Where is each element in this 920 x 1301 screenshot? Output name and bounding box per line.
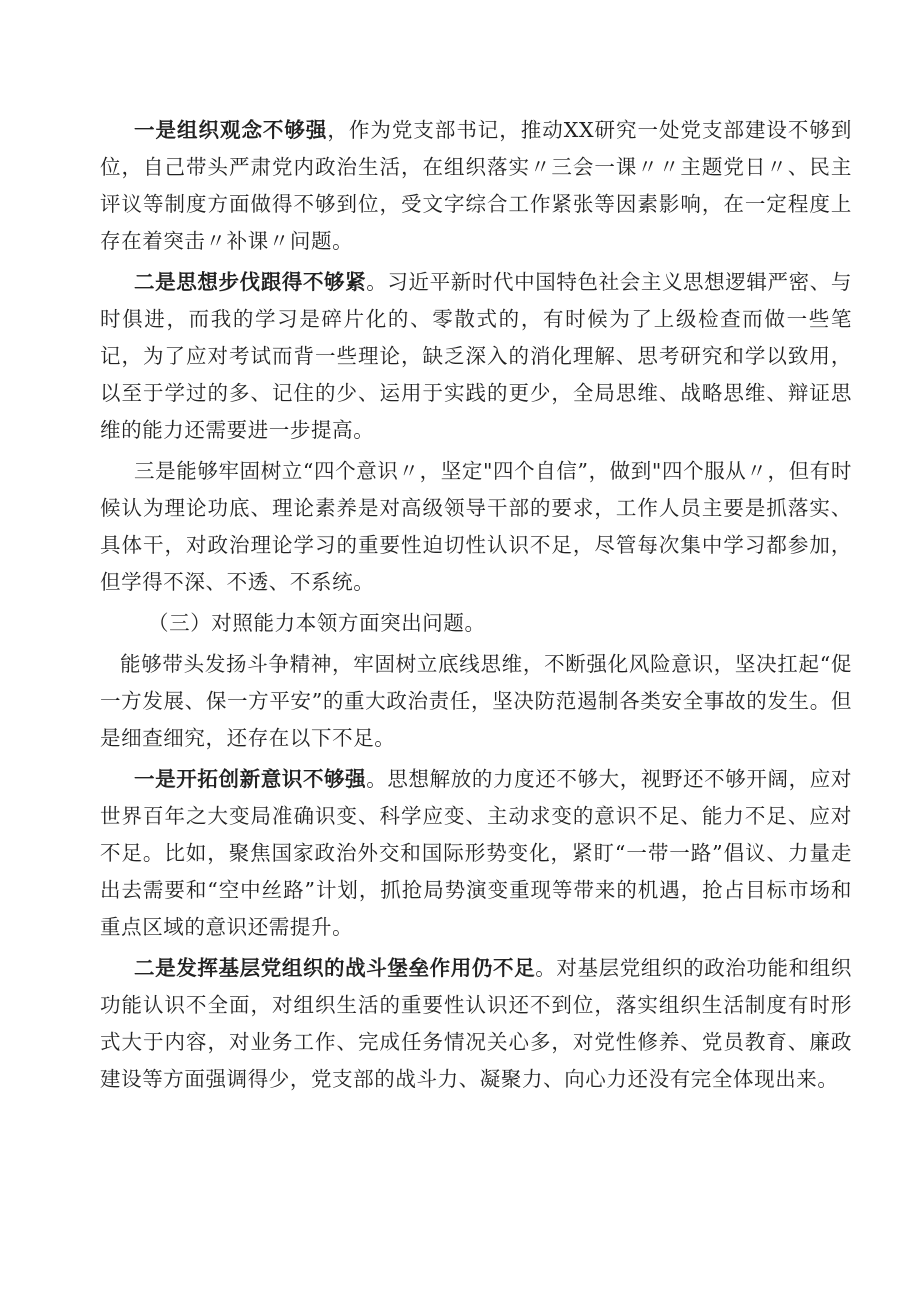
paragraph-grassroots-party xyxy=(100,950,852,1098)
paragraph-text: 。思想解放的力度还不够大，视野还不够开阔，应对世界百年之大变局准确识变、科学应变、主动求变的意识不足、能力不足、应对不足。比如，聚焦国家政治外交和国际形势变化，紧盯“一带一路”倡议、力量走出去需要和“空中丝路”计划，抓抢局势演变重现等带来的机遇，抢占目标市场和重点区域的意识还需提升。 xyxy=(100,767,852,939)
paragraph-text: ，作为党支部书记，推动XX研究一处党支部建设不够到位，自己带头严肃党内政治生活，在组织落实〃三会一课〃〃主题党日〃、民主评议等制度方面做得不够到位，受文字综合工作紧张等因素影响，在一定程度上存在着突击〃补课〃问题。 xyxy=(100,118,852,253)
paragraph-text: 三是能够牢固树立“四个意识〃，坚定"四个自信”，做到"四个服从〃，但有时候认为理论功底、理论素养是对高级领导干部的要求，工作人员主要是抓落实、具体干，对政治理论学习的重要性迫切性认识不足，尽管每次集中学习都参加，但学得不深、不透、不系统。 xyxy=(100,459,852,594)
paragraph-lead: 二是思想步伐跟得不够紧 xyxy=(134,270,367,294)
paragraph-struggle-spirit xyxy=(100,646,852,757)
paragraph-text: 能够带头发扬斗争精神，牢固树立底线思维，不断强化风险意识，坚决扛起“促一方发展、保一方平安”的重大政治责任，坚决防范遏制各类安全事故的发生。但是细查细究，还存在以下不足。 xyxy=(100,652,852,750)
paragraph-lead: 一是开拓创新意识不够强 xyxy=(134,767,367,791)
paragraph-innovation xyxy=(100,761,852,946)
section-heading-ability xyxy=(100,605,852,642)
paragraph-organization-concept xyxy=(100,112,852,260)
paragraph-text: 。习近平新时代中国特色社会主义思想逻辑严密、与时俱进，而我的学习是碎片化的、零散式的，有时候为了上级检查而做一些笔记，为了应对考试而背一些理论，缺乏深入的消化理解、思考研究和学以致用，以至于学过的多、记住的少、运用于实践的更少，全局思维、战略思维、辩证思维的能力还需要进一步提高。 xyxy=(100,270,852,442)
paragraph-four-consciousness xyxy=(100,453,852,601)
document-body xyxy=(100,112,852,1098)
section-heading-text: （三）对照能力本领方面突出问题。 xyxy=(148,611,486,635)
paragraph-thought-pace xyxy=(100,264,852,449)
paragraph-lead: 二是发挥基层党组织的战斗堡垒作用仍不足 xyxy=(134,956,536,980)
paragraph-text: 。对基层党组织的政治功能和组织功能认识不全面，对组织生活的重要性认识还不到位，落实组织生活制度有时形式大于内容，对业务工作、完成任务情况关心多，对党性修养、党员教育、廉政建设等方面强调得少，党支部的战斗力、凝聚力、向心力还没有完全体现出来。 xyxy=(100,956,853,1091)
paragraph-lead: 一是组织观念不够强 xyxy=(134,118,328,142)
